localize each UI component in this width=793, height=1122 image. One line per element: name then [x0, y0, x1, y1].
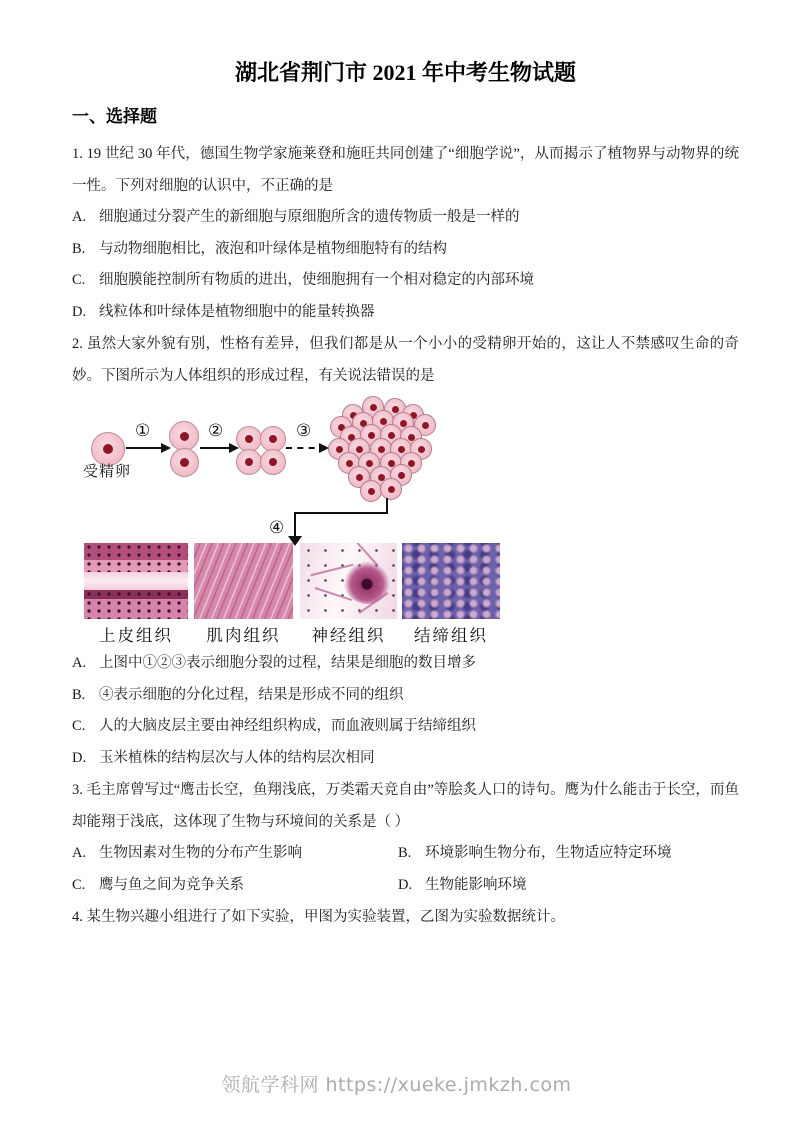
- elbow-arrow-segment: [294, 512, 296, 538]
- q3-option-b: [398, 838, 672, 870]
- section-heading: 一、选择题: [72, 107, 157, 126]
- step-1-badge: ①: [135, 421, 151, 441]
- epithelial-tissue-image: [84, 543, 188, 619]
- option-text: 生物能影响环境: [425, 876, 527, 893]
- tissue-band: [84, 572, 188, 590]
- tissue-label-nerve: 神经组织: [311, 626, 386, 645]
- option-text: 生物因素对生物的分布产生影响: [99, 845, 302, 861]
- elbow-arrow-segment: [294, 512, 388, 514]
- cell-nucleus: [245, 435, 253, 443]
- option-text: 鹰与鱼之间为竞争关系: [99, 876, 244, 893]
- cell-nucleus: [180, 432, 189, 441]
- watermark-text: 领航学科网 https://xueke.jmkzh.com: [221, 1074, 572, 1096]
- two-cell-stage-cell: [169, 421, 199, 451]
- zygote-label: 受精卵: [82, 464, 131, 480]
- q2-option-d: [72, 743, 739, 775]
- option-label: D.: [72, 303, 87, 320]
- tissue-band: [84, 560, 188, 572]
- four-cell-stage-cell: [260, 449, 286, 475]
- option-text: 细胞通过分裂产生的新细胞与原细胞所含的遗传物质一般是一样的: [99, 209, 520, 225]
- step-2-badge: ②: [208, 421, 224, 441]
- option-label: C.: [72, 272, 86, 288]
- connective-tissue-image: [402, 543, 500, 619]
- cell-nucleus: [245, 458, 253, 466]
- step-4-badge: ④: [269, 518, 285, 538]
- option-label: D.: [398, 876, 413, 893]
- page-title: 湖北省荆门市 2021 年中考生物试题: [234, 60, 576, 85]
- tissue-label-epithelial: 上皮组织: [99, 626, 173, 645]
- cell-nucleus: [269, 458, 277, 466]
- cell-cluster: [328, 396, 440, 508]
- tissue-label-connective: 结缔组织: [414, 626, 488, 645]
- option-label: C.: [72, 876, 86, 893]
- tissue-band: [84, 599, 188, 619]
- option-label: A.: [72, 209, 87, 225]
- option-label: B.: [398, 845, 412, 861]
- option-text: 玉米植株的结构层次与人体的结构层次相同: [99, 749, 375, 766]
- cell-nucleus: [269, 435, 277, 443]
- nerve-tissue-image: [300, 543, 397, 619]
- option-text: ④表示细胞的分化过程，结果是形成不同的组织: [99, 686, 404, 703]
- tissue-band: [84, 543, 188, 560]
- option-text: 线粒体和叶绿体是植物细胞中的能量转换器: [99, 303, 375, 320]
- tissue-label-muscle: 肌肉组织: [206, 626, 281, 645]
- option-label: B.: [72, 240, 86, 257]
- q1-stem: 1. 19 世纪 30 年代，德国生物学家施莱登和施旺共同创建了“细胞学说”，从而揭示了植物界与动物界的统一性。下列对细胞的认识中，不正确的是: [72, 146, 739, 194]
- q2-option-c: [72, 711, 739, 743]
- neuron-cell-body: [343, 560, 389, 604]
- option-text: 人的大脑皮层主要由神经组织构成，而血液则属于结缔组织: [99, 718, 476, 734]
- arrow-3-dashed-icon: [286, 447, 326, 449]
- q3-option-c: [72, 870, 398, 902]
- option-label: C.: [72, 718, 86, 734]
- q1-option-c: [72, 265, 739, 297]
- option-text: 与动物细胞相比，液泡和叶绿体是植物细胞特有的结构: [99, 240, 447, 257]
- q3-options-row-2: [72, 870, 739, 902]
- option-label: A.: [72, 845, 87, 861]
- q3-option-a: [72, 838, 398, 870]
- two-cell-stage-cell: [170, 448, 199, 477]
- step-3-badge: ③: [296, 421, 312, 441]
- cell-nucleus: [180, 458, 189, 467]
- four-cell-stage-cell: [236, 449, 262, 475]
- option-label: D.: [72, 749, 87, 766]
- option-text: 环境影响生物分布，生物适应特定环境: [425, 845, 672, 861]
- q4-stem: 4. 某生物兴趣小组进行了如下实验，甲图为实验装置，乙图为实验数据统计。: [72, 909, 565, 925]
- option-label: A.: [72, 655, 87, 671]
- option-text: 细胞膜能控制所有物质的进出，使细胞拥有一个相对稳定的内部环境: [99, 272, 534, 288]
- q1-option-d: [72, 297, 739, 329]
- q1-option-b: [72, 234, 739, 266]
- cell-nucleus: [103, 444, 113, 454]
- q3-stem: 3. 毛主席曾写过“鹰击长空，鱼翔浅底，万类霜天竞自由”等脍炙人口的诗句。鹰为什么能击于长空，而鱼却能翔于浅底，这体现了生物与环境间的关系是（ ）: [72, 782, 739, 830]
- q1-option-a: [72, 202, 739, 234]
- q2-option-a: [72, 648, 739, 680]
- q3-options-row-1: [72, 838, 739, 870]
- q2-stem: 2. 虽然大家外貌有别，性格有差异，但我们都是从一个小小的受精卵开始的，这让人不禁感叹生命的奇妙。下图所示为人体组织的形成过程，有关说法错误的是: [72, 336, 739, 384]
- option-text: 上图中①②③表示细胞分裂的过程，结果是细胞的数目增多: [99, 655, 476, 671]
- q3-option-d: [398, 870, 527, 902]
- muscle-tissue-image: [194, 543, 293, 619]
- tissue-band: [84, 590, 188, 599]
- q2-option-b: [72, 680, 739, 712]
- tissue-formation-figure: [72, 396, 592, 648]
- arrow-1-icon: [126, 447, 168, 449]
- option-label: B.: [72, 686, 86, 703]
- arrow-2-icon: [200, 447, 236, 449]
